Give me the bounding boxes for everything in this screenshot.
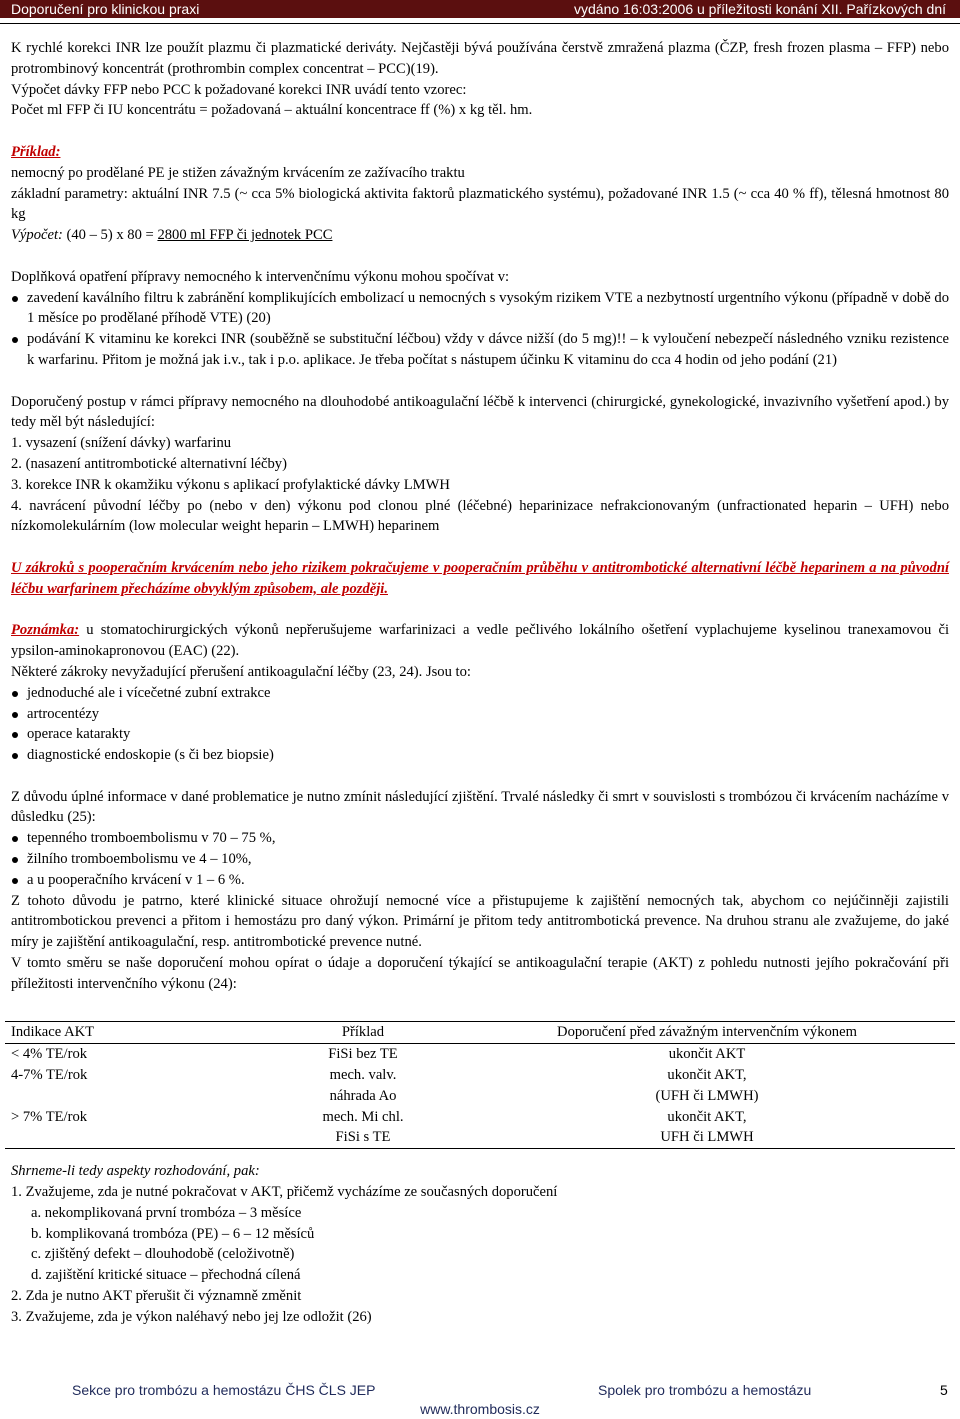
procedure-step: 1. vysazení (snížení dávky) warfarinu xyxy=(11,435,232,452)
cell-line: (UFH či LMWH) xyxy=(655,1087,759,1104)
summary-item: 3. Zvažujeme, zda je výkon naléhavý nebo jej lze odložit (26) xyxy=(11,1308,372,1325)
table-cell xyxy=(267,1107,459,1149)
spacer xyxy=(11,246,949,267)
list-item: jednoduché ale i vícečetné zubní extrakce xyxy=(11,683,949,704)
table-cell xyxy=(459,1044,955,1065)
example-case: nemocný po prodělané PE je stižen závažným krvácením ze zažívacího traktu xyxy=(11,164,465,181)
table-cell xyxy=(459,1065,955,1107)
spacer xyxy=(11,371,949,392)
page-header xyxy=(0,0,960,18)
header-left-title: Doporučení pro klinickou praxi xyxy=(11,1,200,17)
table-cell: 4-7% TE/rok xyxy=(11,1067,88,1084)
summary-item: 1. Zvažujeme, zda je nutné pokračovat v AKT, přičemž vycházíme ze současných doporučení xyxy=(11,1184,558,1201)
page-number: 5 xyxy=(940,1382,948,1398)
table-header-cell: Indikace AKT xyxy=(5,1022,267,1044)
no-interruption-list xyxy=(11,683,949,766)
cell-line: mech. valv. xyxy=(329,1067,397,1084)
highlight-statement: U zákroků s pooperačním krvácením nebo jeho rizikem pokračujeme v pooperačním průběhu v antitrombotické alternativní léčbě heparinem a na původní léčbu warfarinem přecházíme obvyklým způsobem, ale později. xyxy=(11,559,949,597)
summary-subitem: d. zajištění kritické situace – přechodná cílená xyxy=(31,1267,301,1284)
spacer xyxy=(11,537,949,558)
procedure-step: 4. navrácení původní léčby po (nebo v den) výkonu pod clonou plné (léčebné) heparinizace nefrakcionovaným (unfractionated heparin – UFH) nebo nízkomolekulárním (low molecular weight heparin – LMWH) heparinem xyxy=(11,497,949,535)
spacer xyxy=(11,1149,949,1161)
example-label: Příklad: xyxy=(11,143,61,160)
spacer xyxy=(11,995,949,1016)
list-item: operace katarakty xyxy=(11,724,949,745)
list-item: artrocentézy xyxy=(11,704,949,725)
intro-paragraph: K rychlé korekci INR lze použít plazmu či plazmatické deriváty. Nejčastěji bývá používána čerstvě zmražená plazma (ČZP, fresh frozen plasma – FFP) nebo protrombinový koncentrát (prothrombin complex concentrat – PCC)(19). xyxy=(11,40,949,77)
summary-subitem: a. nekomplikovaná první trombóza – 3 měsíce xyxy=(31,1204,302,1221)
cell-line: FiSi s TE xyxy=(335,1129,391,1146)
supplementary-list xyxy=(11,288,949,371)
document-body xyxy=(11,38,949,1328)
cell-line: ukončit AKT, xyxy=(667,1067,747,1084)
table-header-cell: Příklad xyxy=(267,1022,459,1044)
example-label-line xyxy=(11,142,949,163)
table-cell xyxy=(267,1044,459,1065)
cell-line: mech. Mi chl. xyxy=(322,1108,404,1125)
spacer xyxy=(11,121,949,142)
completeness-intro: Z důvodu úplné informace v dané problematice je nutno zmínit následující zjištění. Trvalé následky či smrt v souvislosti s trombózou či krvácením nacházíme v důsledku (25): xyxy=(11,788,949,826)
list-item: žilního tromboembolismu ve 4 – 10%, xyxy=(11,849,949,870)
table-row xyxy=(5,1065,955,1107)
cell-line: ukončit AKT, xyxy=(667,1108,747,1125)
completeness-paragraph: V tomto směru se naše doporučení mohou opírat o údaje a doporučení týkající se antikoagulační terapie (AKT) z pohledu nutnosti jejího pokračování při příležitosti intervenčního výkonu (24): xyxy=(11,955,949,992)
list-item: zavedení kaválního filtru k zabránění komplikujících embolizací u nemocných s vysokým rizikem VTE a nezbytností urgentního výkonu (případně v době do 1 měsíce po prodělané příhodě VTE) (20) xyxy=(11,288,949,330)
spacer xyxy=(11,600,949,621)
summary-item: 2. Zda je nutno AKT přerušit či významně změnit xyxy=(11,1288,302,1305)
list-item: a u pooperačního krvácení v 1 – 6 %. xyxy=(11,870,949,891)
cell-line: náhrada Ao xyxy=(329,1087,397,1104)
list-item: podávání K vitaminu ke korekci INR (souběžně se substituční léčbou) vždy v dávce nižší (do 5 mg)!! – k vyloučení nebezpečí následného vzniku rezistence k warfarinu. Přitom je možná jak i.v., tak i p.o. aplikace. Je třeba počítat s nástupem účinku K vitaminu do cca 4 hodin od jeho podání (21) xyxy=(11,329,949,371)
note-label: Poznámka: xyxy=(11,622,80,639)
table-row xyxy=(5,1044,955,1065)
note-text: u stomatochirurgických výkonů nepřerušujeme warfarinizaci a vedle pečlivého lokálního ošetření vyplachujeme kyselinou tranexamovou či ypsilon-aminokapronovou (EAC) (22). xyxy=(11,622,949,660)
table-cell: < 4% TE/rok xyxy=(11,1046,88,1063)
example-calculation xyxy=(11,225,949,246)
calc-formula: (40 – 5) x 80 = xyxy=(62,227,158,244)
calc-result: 2800 ml FFP či jednotek PCC xyxy=(157,227,333,244)
completeness-paragraph: Z tohoto důvodu je patrno, které klinické situace ohrožují nemocné více a přistupujeme k zajištění nemocných tak, abychom co nejúčinněji zajistili antitrombotickou prevenci a přitom i hemostázu pro daný výkon. Primární je přitom tedy antitrombotická prevence. Na druhou stranu ale zvažujeme, do jaké míry je zajištění antikoagulační, resp. antitrombotické prevence nutné. xyxy=(11,892,949,951)
note-after: Některé zákroky nevyžadující přerušení antikoagulační léčby (23, 24). Jsou to: xyxy=(11,663,471,680)
note-paragraph xyxy=(11,620,949,662)
table-row xyxy=(5,1107,955,1149)
cell-line: UFH či LMWH xyxy=(660,1129,754,1146)
table-header-row xyxy=(5,1022,955,1044)
akt-recommendation-table xyxy=(5,1021,955,1149)
supplementary-intro: Doplňková opatření přípravy nemocného k intervenčnímu výkonu mohou spočívat v: xyxy=(11,268,510,285)
summary-subitem: b. komplikovaná trombóza (PE) – 6 – 12 měsíců xyxy=(31,1225,315,1242)
footer-left-org: Sekce pro trombózu a hemostázu ČHS ČLS JEP xyxy=(72,1382,376,1398)
consequences-list xyxy=(11,828,949,890)
summary-label: Shrneme-li tedy aspekty rozhodování, pak: xyxy=(11,1163,260,1180)
spacer xyxy=(11,766,949,787)
list-item: tepenného tromboembolismu v 70 – 75 %, xyxy=(11,828,949,849)
cell-line: FiSi bez TE xyxy=(328,1046,398,1063)
cell-line: ukončit AKT xyxy=(668,1046,746,1063)
procedure-intro: Doporučený postup v rámci přípravy nemocného na dlouhodobé antikoagulační léčbě k intervenci (chirurgické, gynekologické, invazivního vyšetření apod.) by tedy měl být následující: xyxy=(11,393,949,431)
header-rule xyxy=(0,23,960,24)
summary-subitem: c. zjištěný defekt – dlouhodobě (celoživotně) xyxy=(31,1246,295,1263)
footer-url-link[interactable]: www.thrombosis.cz xyxy=(420,1401,540,1417)
list-item: diagnostické endoskopie (s či bez biopsie) xyxy=(11,745,949,766)
header-right-title: vydáno 16:03:2006 u příležitosti konání XII. Pařízkových dní xyxy=(574,1,946,17)
example-parameters: základní parametry: aktuální INR 7.5 (~ cca 5% biologická aktivita faktorů plazmatického systému), požadované INR 1.5 (~ cca 40 % ff), tělesná hmotnost 80 kg xyxy=(11,185,949,223)
procedure-step: 3. korekce INR k okamžiku výkonu s aplikací profylaktické dávky LMWH xyxy=(11,476,450,493)
table-header-cell: Doporučení před závažným intervenčním výkonem xyxy=(459,1022,955,1044)
table-cell: > 7% TE/rok xyxy=(11,1108,88,1125)
table-cell xyxy=(459,1107,955,1149)
dose-formula-intro: Výpočet dávky FFP nebo PCC k požadované korekci INR uvádí tento vzorec: xyxy=(11,81,467,98)
calc-label: Výpočet: xyxy=(11,227,63,244)
procedure-step: 2. (nasazení antitrombotické alternativní léčby) xyxy=(11,455,287,472)
dose-formula: Počet ml FFP či IU koncentrátu = požadovaná – aktuální koncentrace ff (%) x kg těl. hm. xyxy=(11,102,533,119)
table-cell xyxy=(267,1065,459,1107)
footer-right-org: Spolek pro trombózu a hemostázu xyxy=(598,1382,812,1398)
